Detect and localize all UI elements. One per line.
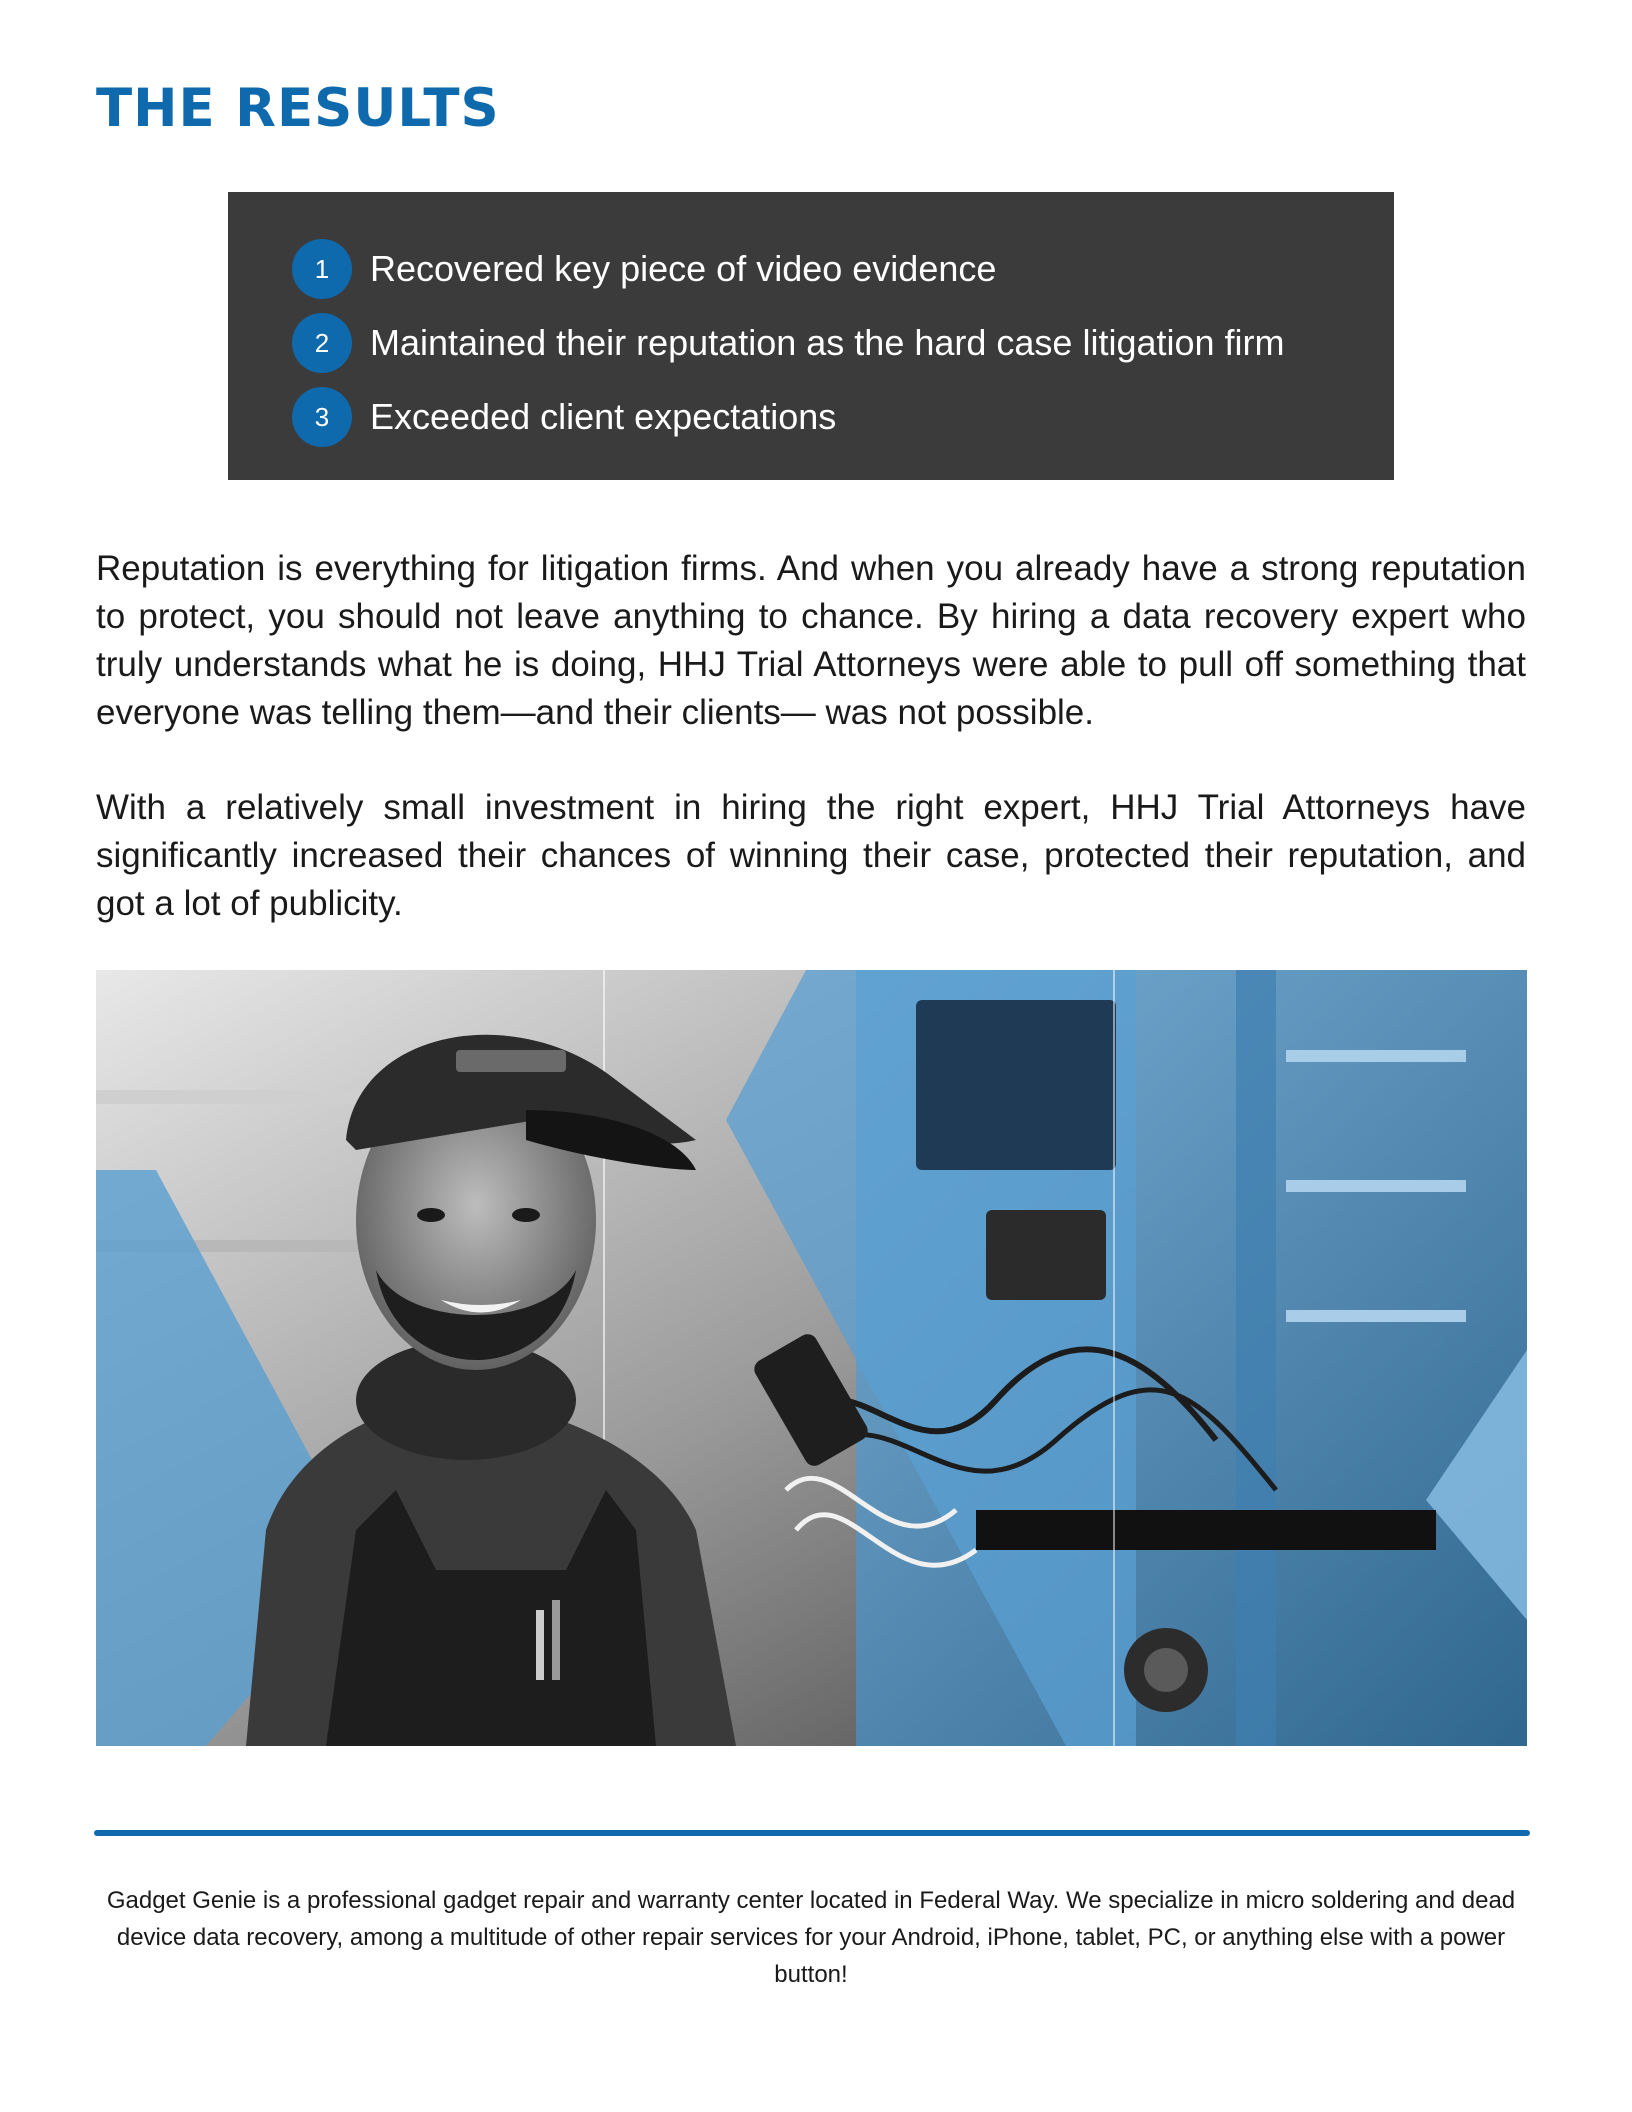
rack-post	[1236, 970, 1276, 1746]
result-text: Recovered key piece of video evidence	[370, 248, 997, 289]
result-item	[292, 306, 1394, 380]
number-badge: 3	[292, 387, 352, 447]
result-text: Exceeded client expectations	[370, 396, 837, 437]
camera-device	[986, 1210, 1106, 1300]
body-paragraph: Reputation is everything for litigation firms. And when you already have a strong reputation to protect, you should not leave anything to chance. By hiring a data recovery expert who truly understands what he is doing, HHJ Trial Attorneys were able to pull off something that everyone was telling them—and their clients— was not possible.	[96, 549, 1526, 732]
cap-patch	[456, 1050, 566, 1072]
shelf	[1286, 1180, 1466, 1192]
monitor	[916, 1000, 1116, 1170]
body-paragraph: With a relatively small investment in hiring the right expert, HHJ Trial Attorneys have significantly increased their chances of winning their case, protected their reputation, and got a lot of publicity.	[96, 788, 1526, 923]
result-item	[292, 380, 1394, 454]
results-box	[228, 192, 1394, 480]
eye	[512, 1208, 540, 1222]
number-badge: 1	[292, 239, 352, 299]
shelf	[1286, 1050, 1466, 1062]
technician-photo	[96, 970, 1527, 1746]
pen	[536, 1610, 544, 1680]
focus-knob	[1144, 1648, 1188, 1692]
page-title: THE RESULTS	[96, 78, 500, 139]
number-badge: 2	[292, 313, 352, 373]
footer-text: Gadget Genie is a professional gadget repair and warranty center located in Federal Way. We specialize in micro soldering and dead device data recovery, among a multitude of other repair services for your Android, iPhone, tablet, PC, or anything else with a power button!	[106, 1887, 1516, 1988]
shelf	[1286, 1310, 1466, 1322]
pen	[552, 1600, 560, 1680]
result-item	[292, 232, 1394, 306]
footer-divider	[94, 1830, 1530, 1836]
result-text: Maintained their reputation as the hard case litigation firm	[370, 322, 1285, 363]
equipment-bar	[976, 1510, 1436, 1550]
eye	[417, 1208, 445, 1222]
